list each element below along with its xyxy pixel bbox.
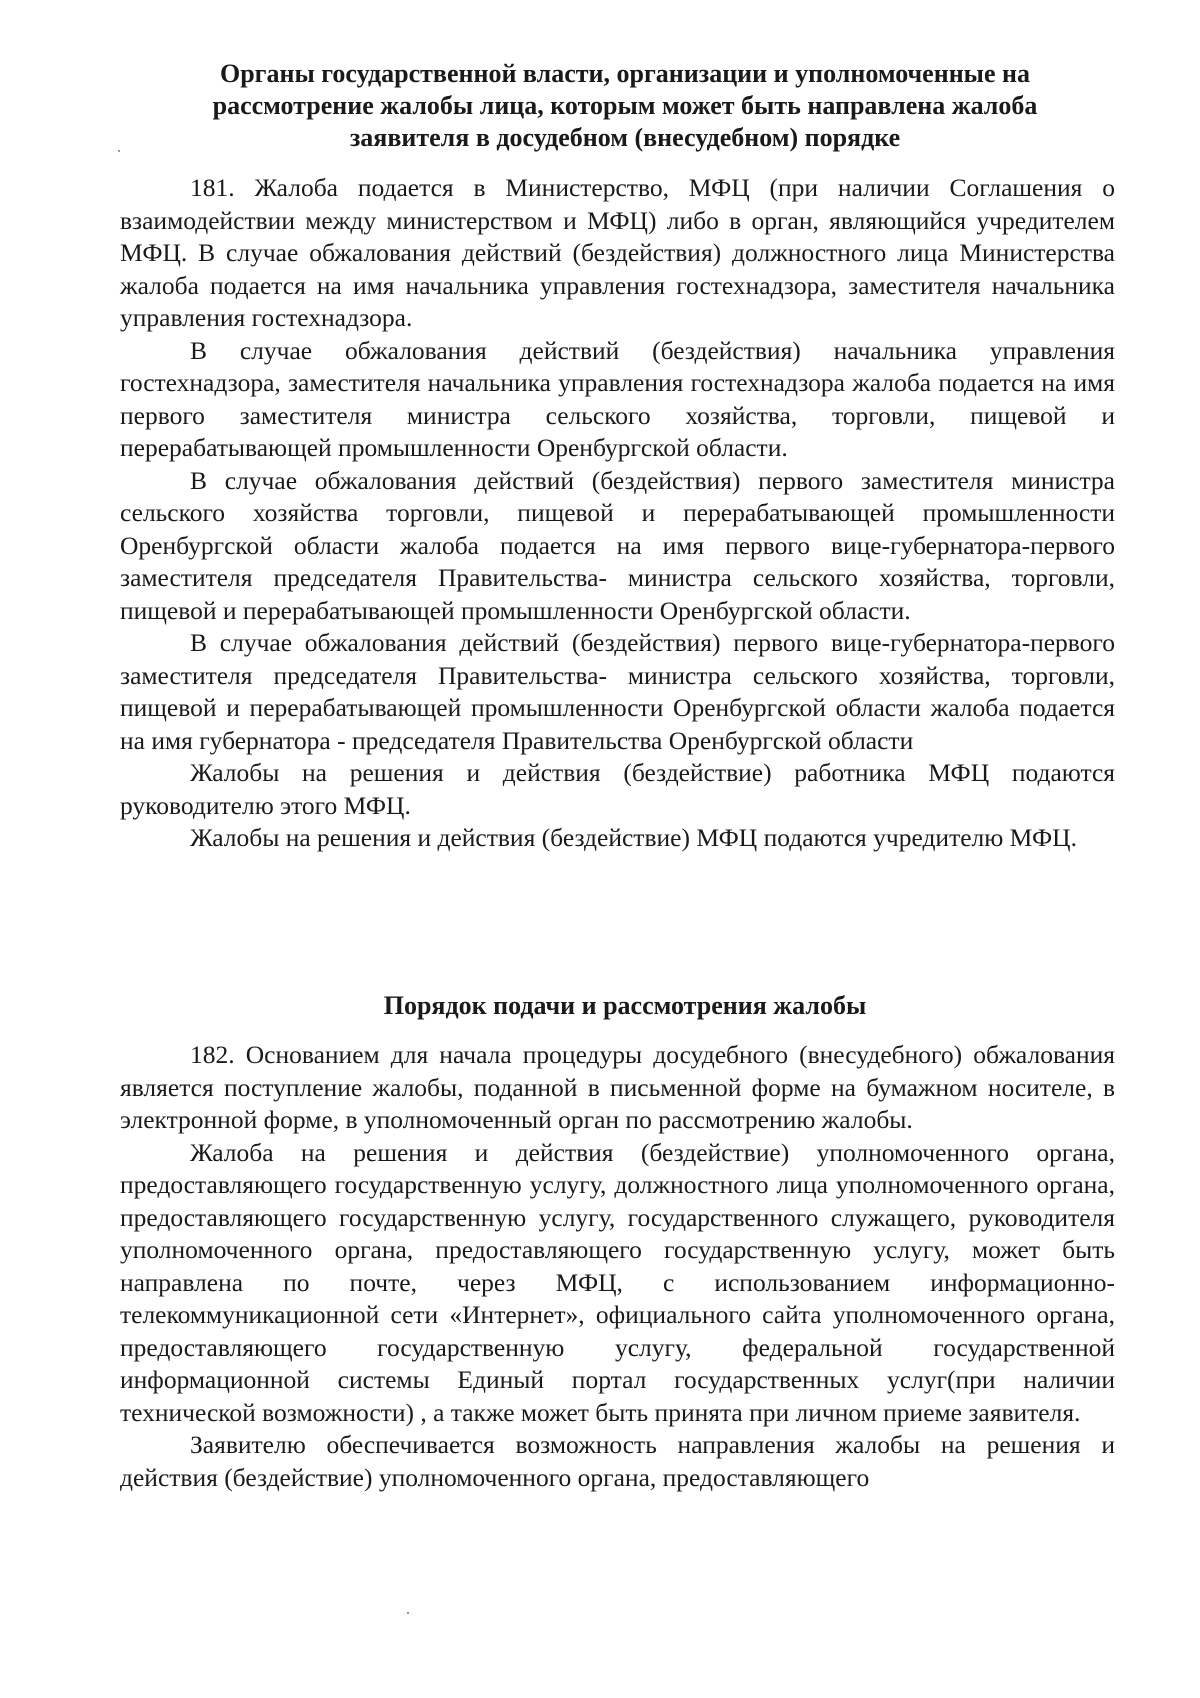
section-heading-complaint-procedure: Порядок подачи и рассмотрения жалобы <box>383 991 867 1020</box>
paragraph-181: 181. Жалоба подается в Министерство, МФЦ (при наличии Соглашения о взаимодействии между министерством и МФЦ) либо в орган, являющийся учредителем МФЦ. В случае обжалования действий (бездействия) должностного лица Министерства жалоба подается на имя начальника управления гостехнадзора, заместителя начальника управления гостехнадзора. <box>120 173 1115 332</box>
paragraph-mfc-employee: Жалобы на решения и действия (бездействие) работника МФЦ подаются руководителю этого МФЦ. <box>120 758 1115 820</box>
paragraph-182: 182. Основанием для начала процедуры досудебного (внесудебного) обжалования является поступление жалобы, поданной в письменной форме на бумажном носителе, в электронной форме, в уполномоченный орган по рассмотрению жалобы. <box>120 1040 1115 1134</box>
paragraph-mfc-founder: Жалобы на решения и действия (бездействие) МФЦ подаются учредителю МФЦ. <box>190 823 1077 852</box>
paragraph-submission-methods: Жалоба на решения и действия (бездействие) уполномоченного органа, предоставляющего государственную услугу, должностного лица уполномоченного органа, предоставляющего государственную услугу, государственного служащего, руководителя уполномоченного органа, предоставляющего государственную услугу, может быть направлена по почте, через МФЦ, с использованием информационно-телекоммуникационной сети «Интернет», официального сайта уполномоченного органа, предоставляющего государственную услугу, федеральной государственной информационной системы Единый портал государственных услуг(при наличии технической возможности) , а также может быть принята при личном приеме заявителя. <box>120 1137 1115 1427</box>
scan-speck <box>407 1612 409 1614</box>
section-heading-complaint-bodies: Органы государственной власти, организации и уполномоченные на рассмотрение жалобы лица, которым может быть направлена жалоба заявителя в досудебном (внесудебном) порядке <box>212 59 1038 152</box>
paragraph-governor: В случае обжалования действий (бездействия) первого вице-губернатора-первого заместителя председателя Правительства- министра сельского хозяйства, торговли, пищевой и перерабатывающей промышленности Оренбургской области жалоба подается на имя губернатора - председателя Правительства Оренбургской области <box>120 628 1115 755</box>
paragraph-vice-governor: В случае обжалования действий (бездействия) первого заместителя министра сельского хозяйства торговли, пищевой и перерабатывающей промышленности Оренбургской области жалоба подается на имя первого вице-губернатора-первого заместителя председателя Правительства- министра сельского хозяйства, торговли, пищевой и перерабатывающей промышленности Оренбургской области. <box>120 465 1115 625</box>
scan-speck <box>118 150 120 152</box>
paragraph-first-deputy-minister: В случае обжалования действий (бездействия) начальника управления гостехнадзора, заместителя начальника управления гостехнадзора жалоба подается на имя первого заместителя министра сельского хозяйства, торговли, пищевой и перерабатывающей промышленности Оренбургской области. <box>120 335 1115 462</box>
paragraph-applicant-rights: Заявителю обеспечивается возможность направления жалобы на решения и действия (бездействие) уполномоченного органа, предоставляющего <box>120 1430 1115 1492</box>
section-complaint-procedure <box>120 1039 1115 1494</box>
section-complaint-bodies <box>120 172 1115 855</box>
